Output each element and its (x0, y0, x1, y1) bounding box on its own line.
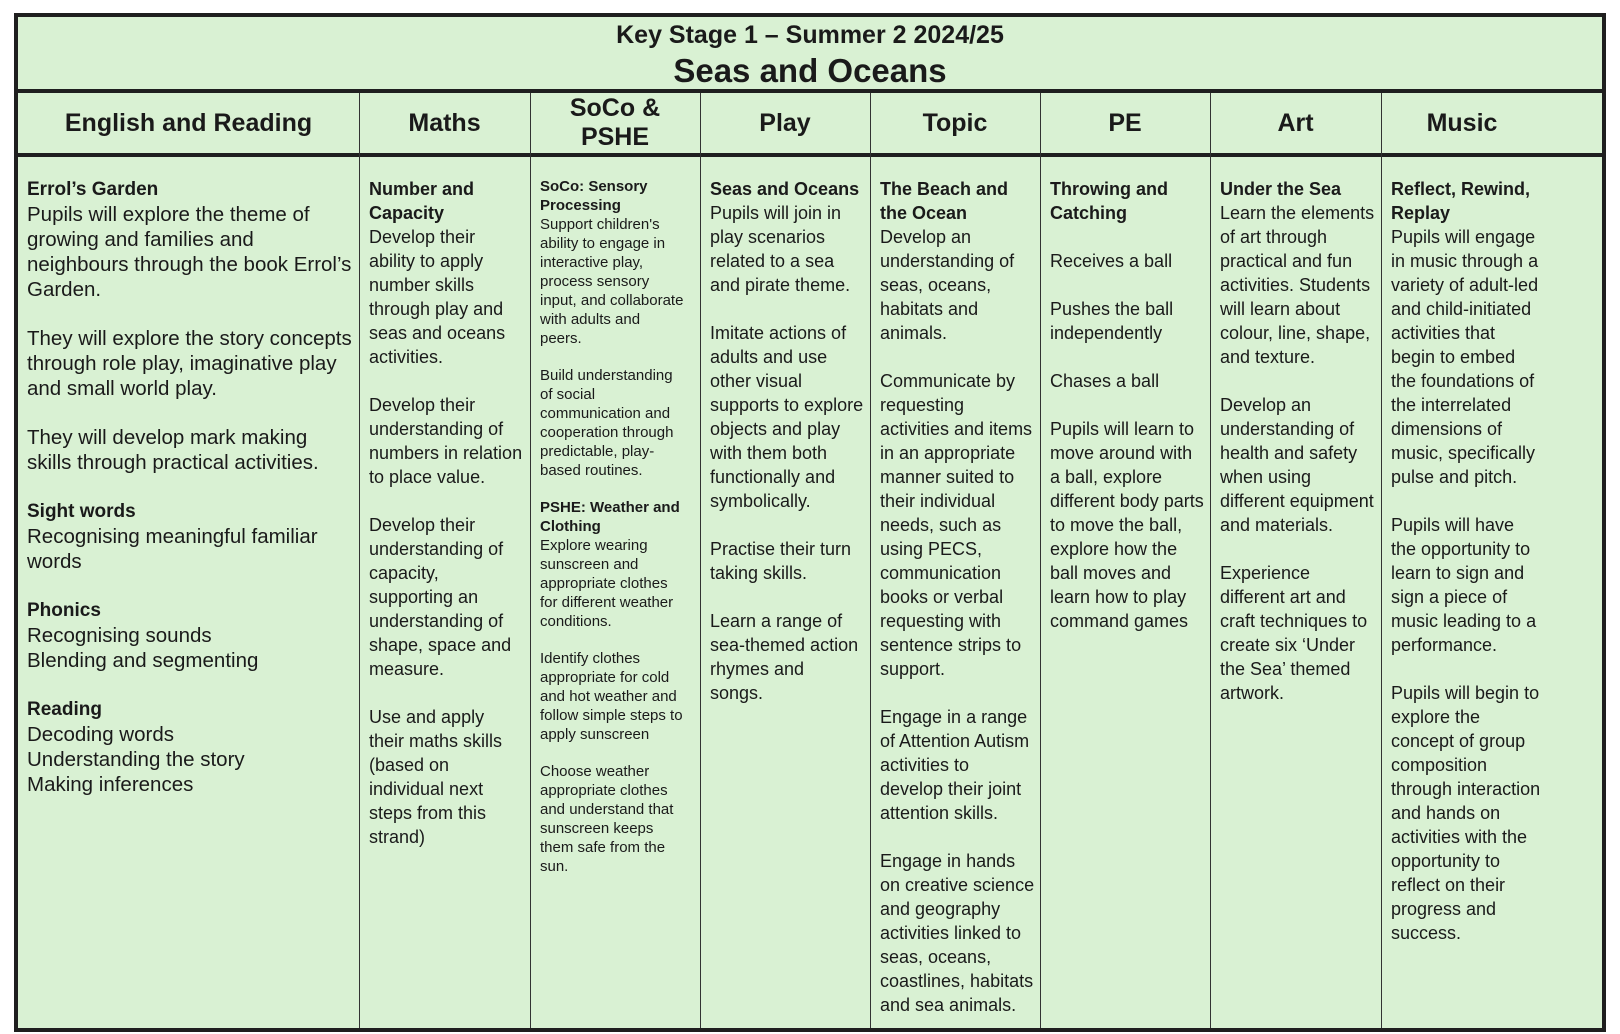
body-text-line: neighbours through the book Errol’s (27, 253, 352, 276)
body-text-line: command games (1050, 611, 1189, 631)
body-text-line: individual next (369, 779, 484, 799)
block-heading: the Ocean (880, 203, 968, 223)
text-block (880, 849, 1034, 1017)
body-text-line: based routines. (540, 462, 643, 479)
body-text-line: supporting an (369, 587, 479, 607)
block-heading: Processing (540, 197, 621, 214)
body-text-line: Engage in a range (880, 707, 1028, 727)
body-text-line: and understand that (540, 801, 674, 818)
body-text-line: them safe from the (540, 839, 666, 856)
block-heading: Catching (1050, 203, 1128, 223)
body-text-line: Imitate actions of (710, 323, 847, 343)
body-text-line: and pirate theme. (710, 275, 851, 295)
body-text-line: create six ‘Under (1220, 635, 1356, 655)
body-text-line: Chases a ball (1050, 371, 1160, 391)
body-text-line: related to a sea (710, 251, 835, 271)
body-text-line: in music through a (1391, 251, 1539, 271)
block-heading: Number and (369, 179, 475, 199)
topic-cell (870, 157, 1040, 1028)
text-block (27, 326, 353, 401)
body-text-line: They will explore the story concepts (27, 327, 352, 350)
body-text-line: habitats and (880, 299, 979, 319)
body-text-line: activities. (369, 347, 444, 367)
block-heading: Under the Sea (1220, 179, 1342, 199)
text-block (1050, 297, 1204, 345)
body-text-line: conditions. (540, 613, 612, 630)
body-text-line: attention skills. (880, 803, 999, 823)
body-text-line: growing and families and (27, 228, 254, 251)
body-text-line: (based on (369, 755, 450, 775)
body-text-line: Pupils will learn to (1050, 419, 1195, 439)
body-text-line: success. (1391, 923, 1462, 943)
body-text-line: opportunity to (1391, 851, 1501, 871)
body-text-line: different body parts (1050, 491, 1204, 511)
text-block (540, 498, 694, 631)
block-heading: Reflect, Rewind, (1391, 179, 1531, 199)
block-heading: Errol’s Garden (27, 179, 159, 200)
body-text-line: Develop an (880, 227, 972, 247)
soco-pshe-cell (530, 157, 700, 1028)
body-text-line: and small world play. (27, 377, 217, 400)
text-block (369, 177, 524, 369)
play-cell (700, 157, 870, 1028)
text-block (540, 366, 694, 480)
body-text-line: Decoding words (27, 723, 174, 746)
body-text-line: through interaction (1391, 779, 1541, 799)
body-text-line: communication and (540, 405, 671, 422)
body-text-line: supports to explore (710, 395, 864, 415)
block-heading: PSHE: Weather and (540, 499, 680, 516)
body-text-line: requesting with (880, 611, 1002, 631)
body-text-line: cooperation through (540, 424, 674, 441)
body-text-line: Use and apply (369, 707, 485, 727)
body-text-line: performance. (1391, 635, 1498, 655)
body-text-line: understanding of (880, 251, 1015, 271)
body-text-line: Blending and segmenting (27, 649, 259, 672)
body-text-line: develop their joint (880, 779, 1022, 799)
block-heading: Replay (1391, 203, 1451, 223)
body-text-line: communication (880, 563, 1002, 583)
body-text-line: support. (880, 659, 946, 679)
body-text-line: independently (1050, 323, 1163, 343)
body-text-line: Practise their turn (710, 539, 852, 559)
body-text-line: number skills (369, 275, 475, 295)
text-block (1220, 393, 1375, 537)
body-text-line: the foundations of (1391, 371, 1535, 391)
body-text-line: explore how the (1050, 539, 1178, 559)
text-block (27, 697, 353, 797)
body-text-line: songs. (710, 683, 764, 703)
body-text-line: sentence strips to (880, 635, 1022, 655)
body-text-line: animals. (880, 323, 948, 343)
text-block (1391, 513, 1537, 657)
body-text-line: input, and collaborate (540, 292, 684, 309)
body-text-line: Recognising sounds (27, 624, 212, 647)
body-text-line: adults and use (710, 347, 828, 367)
body-text-line: different art and (1220, 587, 1346, 607)
body-text-line: and hot weather and (540, 688, 677, 705)
art-cell (1210, 157, 1381, 1028)
text-block (369, 705, 524, 849)
body-text-line: taking skills. (710, 563, 808, 583)
maths-cell (359, 157, 530, 1028)
body-text-line: sea-themed action (710, 635, 859, 655)
header-maths: Maths (408, 108, 481, 137)
body-text-line: with them both (710, 443, 828, 463)
body-text-line: activities and items (880, 419, 1033, 439)
body-text-line: requesting (880, 395, 965, 415)
body-text-line: with adults and (540, 311, 641, 328)
body-text-line: measure. (369, 659, 445, 679)
body-text-line: activities with the (1391, 827, 1528, 847)
body-text-line: strand) (369, 827, 426, 847)
body-text-line: and geography (880, 899, 1001, 919)
body-text-line: Receives a ball (1050, 251, 1173, 271)
text-block (1050, 177, 1204, 225)
body-text-line: practical and fun (1220, 251, 1353, 271)
curriculum-sheet (14, 13, 1606, 1032)
body-text-line: sun. (540, 858, 569, 875)
body-text-line: understanding of (1220, 419, 1355, 439)
body-text-line: artwork. (1220, 683, 1285, 703)
text-block (710, 537, 864, 585)
header-play: Play (759, 108, 811, 137)
body-text-line: apply sunscreen (540, 726, 650, 743)
text-block (369, 513, 524, 681)
text-block (1050, 249, 1204, 273)
body-text-line: ability to apply (369, 251, 484, 271)
body-text-line: Recognising meaningful familiar (27, 525, 318, 548)
header-pe: PE (1108, 108, 1142, 137)
body-text-line: pulse and pitch. (1391, 467, 1518, 487)
body-text-line: activities linked to (880, 923, 1022, 943)
body-text-line: Making inferences (27, 773, 194, 796)
body-text-line: seas, oceans, (880, 947, 992, 967)
body-text-line: Pupils will join in (710, 203, 842, 223)
body-text-line: music, specifically (1391, 443, 1536, 463)
body-text-line: Pushes the ball (1050, 299, 1174, 319)
block-heading: Clothing (540, 518, 601, 535)
body-text-line: Pupils will engage (1391, 227, 1536, 247)
body-text-line: activities that (1391, 323, 1496, 343)
text-block (1050, 417, 1204, 633)
body-text-line: needs, such as (880, 515, 1002, 535)
body-text-line: their individual (880, 491, 996, 511)
body-text-line: Experience (1220, 563, 1311, 583)
body-text-line: understanding of (369, 419, 504, 439)
body-text-line: Understanding the story (27, 748, 245, 771)
block-heading: Throwing and (1050, 179, 1168, 199)
body-text-line: seas and oceans (369, 323, 506, 343)
text-block (880, 369, 1034, 681)
body-text-line: craft techniques to (1220, 611, 1368, 631)
body-text-line: activities to (880, 755, 970, 775)
body-text-line: Develop their (369, 227, 476, 247)
block-heading: Capacity (369, 203, 445, 223)
header-music: Music (1426, 108, 1498, 137)
body-text-line: sign a piece of (1391, 587, 1508, 607)
body-text-line: of social (540, 386, 596, 403)
body-text-line: skills through practical activities. (27, 451, 319, 474)
music-cell (1381, 157, 1543, 1028)
text-block (880, 177, 1034, 345)
block-heading: Phonics (27, 600, 101, 621)
text-block (710, 321, 864, 513)
body-text-line: appropriate clothes (540, 575, 668, 592)
body-text-line: Build understanding (540, 367, 673, 384)
text-block (880, 705, 1034, 825)
text-block (1220, 177, 1375, 369)
body-text-line: to move the ball, (1050, 515, 1183, 535)
body-text-line: symbolically. (710, 491, 811, 511)
body-text-line: Engage in hands (880, 851, 1016, 871)
body-text-line: health and safety (1220, 443, 1358, 463)
body-text-line: learn to sign and (1391, 563, 1525, 583)
body-text-line: a ball, explore (1050, 467, 1163, 487)
body-text-line: Learn a range of (710, 611, 843, 631)
text-block (710, 609, 864, 705)
body-text-line: and materials. (1220, 515, 1334, 535)
body-text-line: follow simple steps to (540, 707, 683, 724)
body-text-line: manner suited to (880, 467, 1015, 487)
english-reading-cell (18, 157, 359, 1028)
body-text-line: on creative science (880, 875, 1035, 895)
body-text-line: peers. (540, 330, 582, 347)
page-title: Seas and Oceans (673, 52, 947, 89)
body-text-line: process sensory (540, 273, 650, 290)
body-text-line: play scenarios (710, 227, 826, 247)
body-text-line: appropriate clothes (540, 782, 668, 799)
body-text-line: interactive play, (540, 254, 644, 271)
body-text-line: and hands on (1391, 803, 1501, 823)
block-heading: Seas and Oceans (710, 179, 860, 199)
body-text-line: of Attention Autism (880, 731, 1030, 751)
text-block (27, 425, 353, 475)
text-block (27, 177, 353, 302)
body-text-line: and texture. (1220, 347, 1316, 367)
body-text-line: Choose weather (540, 763, 650, 780)
body-text-line: the interrelated (1391, 395, 1512, 415)
body-text-line: They will develop mark making (27, 426, 308, 449)
body-text-line: dimensions of (1391, 419, 1503, 439)
term-subtitle: Key Stage 1 – Summer 2 2024/25 (616, 21, 1004, 49)
body-text-line: the opportunity to (1391, 539, 1531, 559)
body-text-line: other visual (710, 371, 803, 391)
title-area (18, 17, 1602, 93)
body-text-line: Develop their (369, 515, 476, 535)
body-text-line: coastlines, habitats (880, 971, 1034, 991)
body-text-line: books or verbal (880, 587, 1004, 607)
body-text-line: words (27, 550, 82, 573)
body-text-line: colour, line, shape, (1220, 323, 1371, 343)
body-text-line: Learn the elements (1220, 203, 1375, 223)
body-text-line: Pupils will begin to (1391, 683, 1540, 703)
body-text-line: numbers in relation (369, 443, 523, 463)
body-text-line: objects and play (710, 419, 841, 439)
body-text-line: understanding of (369, 611, 504, 631)
body-text-line: composition (1391, 755, 1488, 775)
body-text-line: Pupils will explore the theme of (27, 203, 310, 226)
body-text-line: begin to embed (1391, 347, 1516, 367)
body-text-line: when using (1220, 467, 1312, 487)
block-heading: Sight words (27, 501, 136, 522)
body-text-line: their maths skills (369, 731, 503, 751)
text-block (1050, 369, 1204, 393)
text-block (1220, 561, 1375, 705)
text-block (540, 762, 694, 876)
header-art: Art (1277, 108, 1314, 137)
body-text-line: of art through (1220, 227, 1328, 247)
header-topic: Topic (922, 108, 988, 137)
text-block (710, 177, 864, 297)
body-text-line: ball moves and (1050, 563, 1172, 583)
body-text-line: activities. Students (1220, 275, 1371, 295)
body-text-line: through role play, imaginative play (27, 352, 337, 375)
body-text-line: and child-initiated (1391, 299, 1532, 319)
body-text-line: through play and (369, 299, 504, 319)
text-block (27, 598, 353, 673)
body-text-line: sunscreen keeps (540, 820, 654, 837)
body-text-line: the Sea’ themed (1220, 659, 1351, 679)
body-text-line: ability to engage in (540, 235, 666, 252)
body-text-line: predictable, play- (540, 443, 655, 460)
body-text-line: shape, space and (369, 635, 512, 655)
body-text-line: and sea animals. (880, 995, 1017, 1015)
text-block (540, 649, 694, 744)
block-heading: SoCo: Sensory (540, 178, 648, 195)
block-heading: The Beach and (880, 179, 1009, 199)
body-text-line: learn how to play (1050, 587, 1187, 607)
body-text-line: Explore wearing (540, 537, 648, 554)
body-text-line: variety of adult-led (1391, 275, 1539, 295)
body-text-line: capacity, (369, 563, 439, 583)
body-text-line: progress and (1391, 899, 1497, 919)
body-text-line: steps from this (369, 803, 487, 823)
text-block (27, 499, 353, 574)
body-text-line: Pupils will have (1391, 515, 1515, 535)
body-text-line: in an appropriate (880, 443, 1016, 463)
body-text-line: Develop an (1220, 395, 1312, 415)
body-text-line: Garden. (27, 278, 102, 301)
body-text-line: seas, oceans, (880, 275, 992, 295)
body-text-line: different equipment (1220, 491, 1374, 511)
block-heading: Reading (27, 699, 102, 720)
body-text-line: Identify clothes (540, 650, 641, 667)
body-text-line: Develop their (369, 395, 476, 415)
text-block (1391, 177, 1537, 489)
body-text-line: explore the (1391, 707, 1481, 727)
body-text-line: for different weather (540, 594, 674, 611)
body-text-line: will learn about (1220, 299, 1341, 319)
header-english: English and Reading (64, 108, 313, 137)
body-text-line: move around with (1050, 443, 1193, 463)
body-text-line: Support children's (540, 216, 660, 233)
text-block (540, 177, 694, 348)
body-text-line: to place value. (369, 467, 486, 487)
body-text-line: music leading to a (1391, 611, 1537, 631)
text-block (1391, 681, 1541, 945)
body-text-line: understanding of (369, 539, 504, 559)
body-text-line: concept of group (1391, 731, 1526, 751)
text-block (369, 393, 524, 489)
body-text-line: reflect on their (1391, 875, 1506, 895)
body-text-line: using PECS, (880, 539, 983, 559)
pe-cell (1040, 157, 1210, 1028)
body-text-line: functionally and (710, 467, 836, 487)
body-text-line: Communicate by (880, 371, 1016, 391)
body-text-line: rhymes and (710, 659, 805, 679)
body-text-line: sunscreen and (540, 556, 639, 573)
body-text-line: appropriate for cold (540, 669, 670, 686)
column-headers (18, 93, 1602, 157)
header-soco-pshe: SoCo & PSHE (569, 94, 661, 151)
